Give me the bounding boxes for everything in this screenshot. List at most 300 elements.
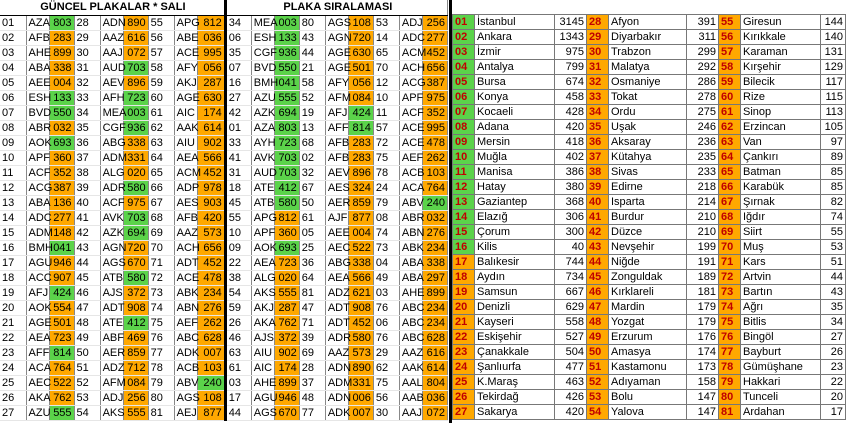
- plate-code: 25: [299, 240, 325, 255]
- plate-letters: ACE: [399, 120, 422, 135]
- city-count: 113: [821, 105, 846, 120]
- plate-number: 372: [123, 285, 148, 300]
- plate-code: 78: [373, 165, 399, 180]
- city-count: 181: [687, 285, 719, 300]
- plate-letters: AHE: [251, 375, 274, 390]
- plate-code: 67: [299, 180, 325, 195]
- plate-letters: AKJ: [174, 75, 197, 90]
- plate-letters: ACG: [399, 75, 422, 90]
- plate-number: 240: [197, 375, 225, 390]
- city-count: 158: [687, 375, 719, 390]
- city-name: Konya: [475, 90, 555, 105]
- plate-letters: AEV: [100, 75, 123, 90]
- rank-number: 32: [587, 75, 609, 90]
- plate-number: 007: [348, 405, 373, 420]
- plate-number: 614: [197, 120, 225, 135]
- city-count: 51: [821, 255, 846, 270]
- city-name: Erzincan: [741, 120, 821, 135]
- ranking-row: [453, 405, 846, 420]
- plate-code: 71: [148, 255, 174, 270]
- rank-number: 29: [587, 30, 609, 45]
- plate-letters: ABC: [399, 330, 422, 345]
- city-name: Tokat: [609, 90, 687, 105]
- plate-row: [0, 135, 448, 150]
- plate-code: 81: [148, 405, 174, 420]
- city-name: Tekirdağ: [475, 390, 555, 405]
- plate-number: 723: [49, 330, 74, 345]
- plate-number: 814: [348, 120, 373, 135]
- plate-letters: ADM: [26, 225, 49, 240]
- plate-number: 276: [422, 225, 447, 240]
- ranking-row: [453, 255, 846, 270]
- plate-letters: AJS: [251, 330, 274, 345]
- plate-number: 234: [422, 315, 447, 330]
- rank-number: 74: [719, 300, 741, 315]
- plate-letters: AAZ: [399, 345, 422, 360]
- plate-number: 554: [49, 300, 74, 315]
- plate-letters: ABA: [26, 195, 49, 210]
- plate-code: 67: [148, 195, 174, 210]
- rank-number: 19: [453, 285, 475, 300]
- plate-code: 75: [373, 150, 399, 165]
- rank-number: 44: [587, 255, 609, 270]
- plate-row: [0, 150, 448, 165]
- plate-letters: ACC: [26, 270, 49, 285]
- plate-code: 45: [74, 270, 100, 285]
- plate-code: 75: [373, 375, 399, 390]
- city-count: 40: [555, 240, 587, 255]
- rank-number: 40: [587, 195, 609, 210]
- plate-row: [0, 405, 448, 420]
- plate-code: 33: [74, 90, 100, 105]
- rank-number: 25: [453, 375, 475, 390]
- city-name: Mardin: [609, 300, 687, 315]
- plate-letters: ADN: [325, 360, 348, 375]
- plate-number: 630: [197, 90, 225, 105]
- plate-code: 63: [148, 135, 174, 150]
- plate-letters: BMH: [26, 240, 49, 255]
- ranking-row: [453, 360, 846, 375]
- rank-number: 31: [587, 60, 609, 75]
- plate-letters: ESH: [26, 90, 49, 105]
- rank-number: 61: [719, 105, 741, 120]
- plate-code: 23: [0, 345, 26, 360]
- rank-number: 16: [453, 240, 475, 255]
- plate-number: 387: [49, 180, 74, 195]
- plate-letters: AYH: [251, 135, 274, 150]
- plate-code: 32: [299, 165, 325, 180]
- rank-number: 47: [587, 300, 609, 315]
- plate-ranking-title: PLAKA SIRALAMASI: [225, 0, 447, 15]
- city-count: 97: [821, 135, 846, 150]
- plate-number: 420: [197, 210, 225, 225]
- ranking-row: [453, 180, 846, 195]
- plate-number: 032: [49, 120, 74, 135]
- rank-number: 73: [719, 285, 741, 300]
- plate-code: 08: [373, 210, 399, 225]
- city-name: Muğla: [475, 150, 555, 165]
- city-name: Kayseri: [475, 315, 555, 330]
- plate-number: 452: [197, 255, 225, 270]
- rank-number: 24: [453, 360, 475, 375]
- plate-letters: ABR: [399, 210, 422, 225]
- rank-number: 81: [719, 405, 741, 420]
- plate-number: 555: [123, 405, 148, 420]
- rank-number: 55: [719, 15, 741, 30]
- rank-number: 05: [453, 75, 475, 90]
- plate-number: 478: [197, 270, 225, 285]
- ranking-row: [453, 135, 846, 150]
- city-count: 286: [687, 75, 719, 90]
- city-name: Çankırı: [741, 150, 821, 165]
- plate-letters: AFM: [100, 375, 123, 390]
- plate-number: 550: [274, 60, 299, 75]
- plate-code: 63: [225, 345, 251, 360]
- ranking-row: [453, 390, 846, 405]
- plate-letters: ACM: [174, 165, 197, 180]
- plate-code: 70: [148, 240, 174, 255]
- plate-number: 580: [123, 270, 148, 285]
- plate-code: 58: [299, 75, 325, 90]
- rank-number: 01: [453, 15, 475, 30]
- plate-row: [0, 390, 448, 405]
- plate-number: 628: [197, 330, 225, 345]
- city-count: 477: [555, 360, 587, 375]
- ranking-row: [453, 150, 846, 165]
- plate-letters: AFH: [100, 90, 123, 105]
- city-count: 458: [555, 90, 587, 105]
- city-count: 426: [555, 390, 587, 405]
- plate-code: 08: [0, 120, 26, 135]
- plate-code: 35: [225, 45, 251, 60]
- ranking-row: [453, 375, 846, 390]
- city-count: 420: [555, 120, 587, 135]
- ranking-row: [453, 60, 846, 75]
- plate-letters: AZU: [251, 90, 274, 105]
- city-name: Iğdır: [741, 210, 821, 225]
- plate-letters: ADZ: [325, 285, 348, 300]
- plate-letters: AKJ: [251, 300, 274, 315]
- plate-letters: ATE: [251, 180, 274, 195]
- city-count: 233: [687, 165, 719, 180]
- plate-number: 764: [422, 180, 447, 195]
- city-count: 129: [821, 60, 846, 75]
- plate-letters: ADC: [26, 210, 49, 225]
- plate-number: 324: [348, 180, 373, 195]
- plate-letters: ABK: [399, 240, 422, 255]
- city-count: 23: [821, 360, 846, 375]
- plate-code: 04: [0, 60, 26, 75]
- plate-letters: ADJ: [100, 390, 123, 405]
- plate-number: 424: [49, 285, 74, 300]
- plate-letters: AES: [325, 180, 348, 195]
- plate-number: 256: [422, 15, 447, 30]
- plate-code: 59: [148, 75, 174, 90]
- plate-number: 580: [348, 330, 373, 345]
- city-name: Sakarya: [475, 405, 555, 420]
- city-count: 35: [821, 300, 846, 315]
- plate-letters: AZA: [26, 15, 49, 30]
- plate-number: 352: [422, 105, 447, 120]
- plate-code: 76: [373, 300, 399, 315]
- plate-number: 133: [49, 90, 74, 105]
- plate-code: 76: [148, 330, 174, 345]
- plate-number: 287: [274, 300, 299, 315]
- rank-number: 35: [587, 120, 609, 135]
- city-count: 140: [821, 30, 846, 45]
- plate-number: 108: [348, 15, 373, 30]
- plate-letters: ADT: [325, 300, 348, 315]
- plate-number: 277: [422, 30, 447, 45]
- plate-letters: AKA: [251, 315, 274, 330]
- city-name: Nevşehir: [609, 240, 687, 255]
- plate-row: [0, 30, 448, 45]
- plate-number: 614: [422, 360, 447, 375]
- plate-number: 712: [123, 360, 148, 375]
- plate-number: 084: [123, 375, 148, 390]
- plate-letters: ABG: [100, 135, 123, 150]
- plate-number: 360: [49, 150, 74, 165]
- ranking-row: [453, 315, 846, 330]
- plate-letters: ACE: [174, 45, 197, 60]
- plate-letters: AFJ: [26, 285, 49, 300]
- city-name: Düzce: [609, 225, 687, 240]
- plate-letters: AZK: [251, 105, 274, 120]
- plate-number: 108: [197, 390, 225, 405]
- plate-code: 30: [74, 45, 100, 60]
- plate-code: 71: [299, 315, 325, 330]
- plate-code: 46: [225, 330, 251, 345]
- plate-letters: AAZ: [174, 225, 197, 240]
- plate-letters: ADM: [100, 150, 123, 165]
- city-count: 115: [821, 90, 846, 105]
- plate-code: 05: [299, 225, 325, 240]
- plate-letters: AAK: [399, 360, 422, 375]
- city-count: 418: [555, 135, 587, 150]
- plate-letters: AIU: [174, 135, 197, 150]
- city-count: 89: [821, 150, 846, 165]
- plate-number: 338: [123, 135, 148, 150]
- rank-number: 50: [587, 345, 609, 360]
- city-count: 199: [687, 240, 719, 255]
- plate-row: [0, 75, 448, 90]
- city-name: Muş: [741, 240, 821, 255]
- plate-code: 75: [148, 315, 174, 330]
- city-name: Tunceli: [741, 390, 821, 405]
- rank-number: 57: [719, 45, 741, 60]
- city-count: 189: [687, 270, 719, 285]
- plate-code: 14: [373, 30, 399, 45]
- plate-number: 946: [274, 390, 299, 405]
- rank-number: 45: [587, 270, 609, 285]
- plate-code: 11: [373, 105, 399, 120]
- city-count: 674: [555, 75, 587, 90]
- plate-letters: AGS: [325, 15, 348, 30]
- plate-letters: AEA: [325, 270, 348, 285]
- plate-code: 07: [0, 105, 26, 120]
- plate-letters: AAB: [399, 390, 422, 405]
- rank-number: 22: [453, 330, 475, 345]
- plate-letters: ADC: [399, 30, 422, 45]
- plate-code: 26: [225, 315, 251, 330]
- plate-number: 566: [348, 270, 373, 285]
- plate-code: 80: [148, 390, 174, 405]
- plate-number: 072: [422, 405, 447, 420]
- rank-number: 33: [587, 90, 609, 105]
- plate-code: 55: [225, 210, 251, 225]
- city-count: 147: [687, 390, 719, 405]
- ranking-row: [453, 225, 846, 240]
- city-count: 55: [821, 225, 846, 240]
- city-name: Kilis: [475, 240, 555, 255]
- plate-code: 44: [299, 45, 325, 60]
- city-count: 3145: [555, 15, 587, 30]
- rank-number: 54: [587, 405, 609, 420]
- plate-row: [0, 255, 448, 270]
- city-name: Zonguldak: [609, 270, 687, 285]
- plate-number: 297: [422, 270, 447, 285]
- plate-code: 44: [225, 405, 251, 420]
- plate-code: 19: [299, 105, 325, 120]
- plate-code: 47: [74, 300, 100, 315]
- plate-letters: ALG: [100, 165, 123, 180]
- plate-letters: AEC: [26, 375, 49, 390]
- plate-code: 80: [299, 15, 325, 30]
- plate-code: 33: [225, 135, 251, 150]
- plate-letters: ABC: [174, 330, 197, 345]
- plate-code: 57: [148, 45, 174, 60]
- city-name: Malatya: [609, 60, 687, 75]
- ranking-row: [453, 120, 846, 135]
- plate-number: 072: [123, 45, 148, 60]
- plate-code: 53: [373, 15, 399, 30]
- plate-letters: AFB: [325, 150, 348, 165]
- plate-code: 54: [74, 405, 100, 420]
- ranking-table: [452, 14, 846, 420]
- plate-letters: AIU: [251, 345, 274, 360]
- plate-letters: AFJ: [325, 105, 348, 120]
- plate-number: 036: [197, 30, 225, 45]
- rank-number: 68: [719, 210, 741, 225]
- plate-code: 56: [373, 390, 399, 405]
- city-name: Ardahan: [741, 405, 821, 420]
- plate-code: 43: [299, 30, 325, 45]
- city-count: 734: [555, 270, 587, 285]
- plate-number: 234: [422, 300, 447, 315]
- plate-number: 975: [123, 195, 148, 210]
- rank-number: 41: [587, 210, 609, 225]
- city-count: 144: [821, 15, 846, 30]
- plate-letters: AGU: [251, 390, 274, 405]
- plate-letters: AGS: [251, 405, 274, 420]
- plate-letters: AGN: [100, 240, 123, 255]
- plate-number: 501: [348, 60, 373, 75]
- city-count: 218: [687, 180, 719, 195]
- city-name: Ordu: [609, 105, 687, 120]
- plate-number: 020: [123, 165, 148, 180]
- rank-number: 18: [453, 270, 475, 285]
- rank-number: 36: [587, 135, 609, 150]
- rank-number: 03: [453, 45, 475, 60]
- plate-number: 004: [348, 225, 373, 240]
- plate-code: 40: [74, 195, 100, 210]
- plate-letters: AGS: [174, 390, 197, 405]
- plate-letters: AAZ: [100, 30, 123, 45]
- plate-letters: AEV: [325, 165, 348, 180]
- plate-code: 41: [225, 150, 251, 165]
- plate-letters: AFF: [26, 345, 49, 360]
- city-name: Samsun: [475, 285, 555, 300]
- plate-code: 18: [225, 180, 251, 195]
- city-count: 26: [821, 345, 846, 360]
- plate-code: 27: [0, 405, 26, 420]
- plate-letters: AES: [174, 195, 197, 210]
- plate-letters: AKA: [26, 390, 49, 405]
- plate-letters: APG: [174, 15, 197, 30]
- plate-number: 723: [274, 255, 299, 270]
- plate-letters: AOK: [26, 300, 49, 315]
- plate-letters: AEC: [325, 240, 348, 255]
- current-plates-title: GÜNCEL PLAKALAR * SALI: [0, 0, 225, 15]
- city-name: Bilecik: [741, 75, 821, 90]
- plate-letters: BVD: [251, 60, 274, 75]
- plate-number: 903: [197, 195, 225, 210]
- rank-number: 76: [719, 330, 741, 345]
- rank-number: 08: [453, 120, 475, 135]
- plate-number: 338: [422, 255, 447, 270]
- city-name: Sinop: [741, 105, 821, 120]
- plate-code: 26: [0, 390, 26, 405]
- plate-letters: AFY: [174, 60, 197, 75]
- plate-code: 36: [74, 135, 100, 150]
- plate-number: 703: [123, 210, 148, 225]
- city-name: Isparta: [609, 195, 687, 210]
- plate-code: 57: [373, 120, 399, 135]
- plate-row: [0, 195, 448, 210]
- plate-number: 452: [348, 315, 373, 330]
- plate-code: 55: [148, 15, 174, 30]
- city-count: 527: [555, 330, 587, 345]
- plate-number: 412: [274, 180, 299, 195]
- plate-code: 07: [225, 60, 251, 75]
- rank-number: 56: [719, 30, 741, 45]
- plate-number: 995: [422, 120, 447, 135]
- city-count: 27: [821, 330, 846, 345]
- city-name: Hakkari: [741, 375, 821, 390]
- plate-letters: ABA: [26, 60, 49, 75]
- plate-row: [0, 360, 448, 375]
- rank-number: 71: [719, 255, 741, 270]
- city-name: İzmir: [475, 45, 555, 60]
- plate-number: 056: [348, 75, 373, 90]
- city-name: Antalya: [475, 60, 555, 75]
- plate-code: 50: [74, 345, 100, 360]
- plate-number: 720: [348, 30, 373, 45]
- plate-letters: ABF: [100, 330, 123, 345]
- plate-code: 01: [0, 15, 26, 30]
- plate-letters: ATE: [100, 315, 123, 330]
- city-count: 53: [821, 240, 846, 255]
- plate-letters: AFF: [325, 120, 348, 135]
- rank-number: 48: [587, 315, 609, 330]
- plate-code: 17: [0, 255, 26, 270]
- city-count: 22: [821, 375, 846, 390]
- plate-number: 103: [422, 165, 447, 180]
- city-count: 174: [687, 345, 719, 360]
- plate-letters: AEJ: [174, 405, 197, 420]
- plate-number: 656: [422, 60, 447, 75]
- plate-number: 452: [422, 45, 447, 60]
